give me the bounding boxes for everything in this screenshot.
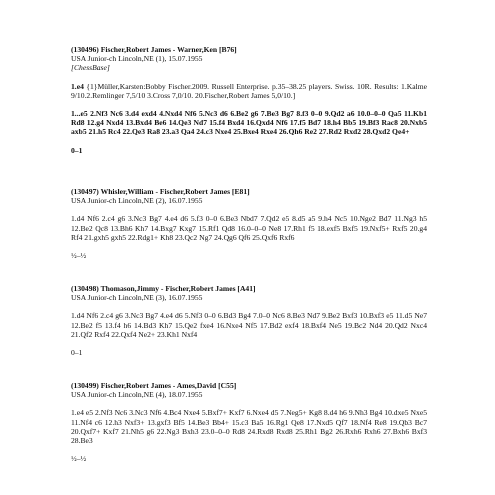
game-header: (130497) Whisler,William - Fischer,Robert James [E81]	[71, 187, 250, 196]
game-130497	[71, 187, 427, 260]
game-130499	[71, 381, 427, 463]
game-header: (130496) Fischer,Robert James - Warner,Ken [B76]	[71, 45, 237, 54]
game-event: USA Junior-ch Lincoln,NE (4), 18.07.1955	[71, 390, 203, 400]
game-event: USA Junior-ch Lincoln,NE (3), 16.07.1955	[71, 293, 203, 303]
game-event: USA Junior-ch Lincoln,NE (1), 15.07.1955	[71, 54, 203, 64]
game-result: ½–½	[71, 454, 87, 464]
game-moves: 1.d4 Nf6 2.c4 g6 3.Nc3 Bg7 4.e4 d6 5.Nf3 0–0 6.Bd3 Bg4 7.0–0 Nc6 8.Be3 Nd7 9.Be2 Bxf3 10.Bxf3 e5 11.d5 Ne7 12.Be2 f5 13.f4 h6 14.Bd3 Kh7 15.Qe2 fxe4 16.Nxe4 Nf5 17.Bd2 exf4 18.Bxf4 Ne5 19.Bc2 Nd4 20.Qd2 Nxc4 21.Qf2 Rxf4 22.Qxf4 Ne2+ 23.Kh1 Nxf4	[71, 311, 427, 339]
game-source: [ChessBase]	[71, 63, 110, 73]
game-event: USA Junior-ch Lincoln,NE (2), 16.07.1955	[71, 196, 203, 206]
game-result: 0–1	[71, 145, 83, 155]
game-130498	[71, 284, 427, 357]
game-moves: 1.d4 Nf6 2.c4 g6 3.Nc3 Bg7 4.e4 d6 5.f3 0–0 6.Be3 Nbd7 7.Qd2 e5 8.d5 a5 9.h4 Nc5 10.Nge2 Bd7 11.Ng3 h5 12.Be2 Qc8 13.Bh6 Kh7 14.Bxg7 Kxg7 15.Rf1 Qd8 16.0–0–0 Ne8 17.Rh1 f5 18.exf5 Bxf5 19.Nxf5+ Rxf5 20.g4 Rf4 21.gxh5 gxh5 22.Rdg1+ Kh8 23.Qc2 Ng7 24.Qg6 Qf6 25.Qxf6 Rxf6	[71, 214, 427, 242]
game-annotation	[71, 82, 427, 100]
game-header: (130499) Fischer,Robert James - Ames,David [C55]	[71, 381, 237, 390]
game-result: ½–½	[71, 251, 87, 261]
annotation-move: 1.e4	[71, 81, 84, 91]
game-moves: 1.e4 e5 2.Nf3 Nc6 3.Nc3 Nf6 4.Bc4 Nxe4 5.Bxf7+ Kxf7 6.Nxe4 d5 7.Neg5+ Kg8 8.d4 h6 9.Nh3 Bg4 10.dxe5 Nxe5 11.Nf4 c6 12.h3 Nxf3+ 13.gxf3 Bf5 14.Be3 Bb4+ 15.c3 Ba5 16.Rg1 Qe8 17.Nxd5 Qf7 18.Nf4 Re8 19.Qb3 Bc7 20.Qxf7+ Kxf7 21.Nh5 g6 22.Ng3 Bxh3 23.0–0–0 Rd8 24.Rxd8 Rxd8 25.Rh1 Bg2 26.Rxh6 Rxh6 27.Bxh6 Bxf3 28.Be3	[71, 408, 427, 446]
game-header: (130498) Thomason,Jimmy - Fischer,Robert James [A41]	[71, 284, 256, 293]
annotation-text: {1}Müller,Karsten:Bobby Fischer.2009. Russell Enterprise. p.35–38.25 players. Swiss. 10R. Results: 1.Kalme 9/10.2.Remlinger 7,5/10 3.Cross 7,0/10. 20.Fischer,Robert James 5,0/10.]	[71, 81, 427, 100]
game-130496	[71, 45, 427, 155]
game-result: 0–1	[71, 348, 83, 358]
game-moves: 1...e5 2.Nf3 Nc6 3.d4 exd4 4.Nxd4 Nf6 5.Nc3 d6 6.Be2 g6 7.Be3 Bg7 8.f3 0–0 9.Qd2 a6 10.0–0–0 Qa5 11.Kb1 Rd8 12.g4 Nxd4 13.Bxd4 Be6 14.Qe3 Nd7 15.f4 Bxd4 16.Qxd4 Nf6 17.f5 Bd7 18.h4 Bb5 19.Bf3 Rac8 20.Nxb5 axb5 21.h5 Rc4 22.Qe3 Ra8 23.a3 Qa4 24.c3 Nxe4 25.Bxe4 Rxe4 26.Qh6 Re2 27.Rd2 Rxd2 28.Qxd2 Qe4+	[71, 109, 427, 137]
